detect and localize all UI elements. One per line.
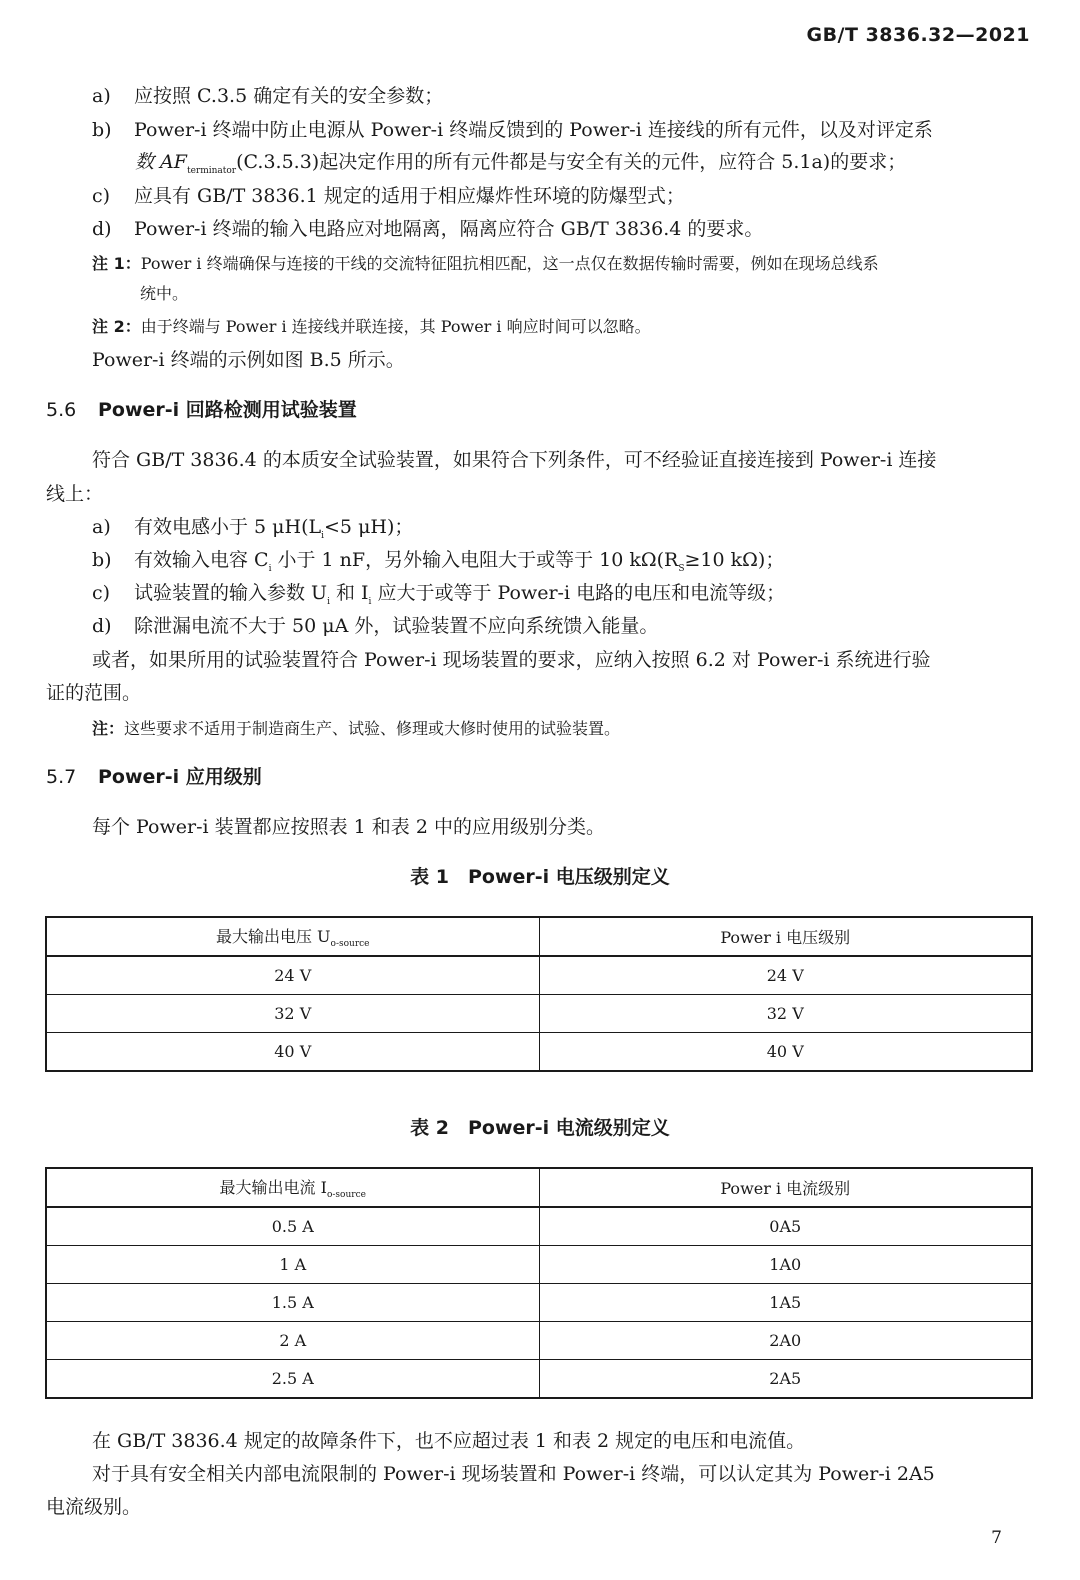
list-label: b)	[92, 119, 112, 141]
list-item-b	[92, 114, 933, 146]
table-row	[46, 1360, 1032, 1399]
table-cell: 1 A	[46, 1246, 539, 1284]
list-label: d)	[92, 615, 112, 637]
note-label: 注 1：	[92, 254, 141, 273]
list-text: 应按照 C.3.5 确定有关的安全参数；	[134, 85, 444, 107]
subscript: i	[268, 563, 272, 574]
list-label: c)	[92, 582, 111, 604]
condition-text: <5 μH)；	[324, 516, 414, 538]
subscript: S	[678, 563, 685, 574]
condition-text: 有效输入电容 C	[134, 549, 269, 571]
table-header-cell: Power i 电压级别	[539, 917, 1032, 956]
example-paragraph: Power-i 终端的示例如图 B.5 所示。	[92, 349, 405, 371]
table-cell: 32 V	[539, 995, 1032, 1033]
condition-text: 试验装置的输入参数 U	[134, 582, 328, 604]
table-cell: 1A0	[539, 1246, 1032, 1284]
note-label: 注：	[92, 719, 125, 738]
list-label: c)	[92, 185, 111, 207]
closing-paragraph-1: 在 GB/T 3836.4 规定的故障条件下，也不应超过表 1 和表 2 规定的电压和电流值。	[92, 1430, 806, 1452]
section-title: Power-i 应用级别	[98, 766, 262, 788]
condition-text: 和 I	[329, 582, 369, 604]
table-cell: 40 V	[46, 1033, 539, 1072]
table-header-row	[46, 1168, 1032, 1207]
list-item-a	[92, 80, 443, 112]
table-header-cell	[46, 917, 539, 956]
list-label: a)	[92, 516, 111, 538]
list-label: b)	[92, 549, 112, 571]
table-cell: 2A5	[539, 1360, 1032, 1399]
section-5-6-intro-continuation: 线上：	[46, 483, 104, 505]
closing-paragraph-2: 对于具有安全相关内部电流限制的 Power-i 现场装置和 Power-i 终端，可以认定其为 Power-i 2A5	[92, 1463, 935, 1485]
section-5-7-heading	[46, 761, 262, 793]
page-number: 7	[991, 1528, 1002, 1548]
condition-text: 有效电感小于 5 μH(L	[134, 516, 322, 538]
condition-text: 应大于或等于 Power-i 电路的电压和电流等级；	[371, 582, 786, 604]
condition-text: 除泄漏电流不大于 50 μA 外，试验装置不应向系统馈入能量。	[134, 615, 659, 637]
list-label: a)	[92, 85, 111, 107]
list-text: 应具有 GB/T 3836.1 规定的适用于相应爆炸性环境的防爆型式；	[134, 185, 685, 207]
list-text: Power-i 终端中防止电源从 Power-i 终端反馈到的 Power-i 连接线的所有元件，以及对评定系	[134, 119, 933, 141]
subscript: i	[321, 530, 325, 541]
section-5-6-note	[92, 714, 620, 744]
af-symbol: 数 AF	[135, 151, 187, 173]
alternative-paragraph-continuation: 证的范围。	[46, 682, 142, 704]
af-subscript: terminator	[186, 165, 237, 176]
table-cell: 1.5 A	[46, 1284, 539, 1322]
table-cell: 40 V	[539, 1033, 1032, 1072]
table-cell: 2A0	[539, 1322, 1032, 1360]
subscript: i	[327, 596, 330, 607]
section-5-6-intro: 符合 GB/T 3836.4 的本质安全试验装置，如果符合下列条件，可不经验证直接连接到 Power-i 连接	[92, 449, 937, 471]
table-cell: 1A5	[539, 1284, 1032, 1322]
table-cell: 2.5 A	[46, 1360, 539, 1399]
table-2-current-levels	[45, 1167, 1033, 1399]
note-2	[92, 312, 651, 342]
section-number: 5.7	[46, 766, 77, 788]
table-cell: 32 V	[46, 995, 539, 1033]
list-text: (C.3.5.3)起决定作用的所有元件都是与安全有关的元件，应符合 5.1a)的要求；	[236, 151, 907, 173]
table-cell: 0.5 A	[46, 1207, 539, 1246]
section-5-7-intro: 每个 Power-i 装置都应按照表 1 和表 2 中的应用级别分类。	[92, 816, 605, 838]
subscript: i	[368, 596, 372, 607]
table-1-caption: 表 1 Power-i 电压级别定义	[410, 866, 670, 888]
note-label: 注 2：	[92, 317, 141, 336]
table-1-voltage-levels	[45, 916, 1033, 1072]
table-row	[46, 1322, 1032, 1360]
header-text: 最大输出电流 I	[219, 1177, 327, 1197]
table-header-row	[46, 917, 1032, 956]
table-2-caption: 表 2 Power-i 电流级别定义	[410, 1117, 670, 1139]
table-cell: 24 V	[46, 956, 539, 995]
subscript: o-source	[330, 939, 370, 950]
condition-text: 小于 1 nF，另外输入电阻大于或等于 10 kΩ(R	[271, 549, 679, 571]
alternative-paragraph: 或者，如果所用的试验装置符合 Power-i 现场装置的要求，应纳入按照 6.2 对 Power-i 系统进行验	[92, 649, 931, 671]
condition-text: ≥10 kΩ)；	[684, 549, 785, 571]
table-row	[46, 1246, 1032, 1284]
table-row	[46, 1033, 1032, 1072]
table-row	[46, 956, 1032, 995]
header-text: 最大输出电压 U	[215, 926, 331, 946]
closing-paragraph-2-continuation: 电流级别。	[46, 1496, 142, 1518]
section-title: Power-i 回路检测用试验装置	[98, 399, 357, 421]
note-text: 这些要求不适用于制造商生产、试验、修理或大修时使用的试验装置。	[124, 719, 621, 738]
table-row	[46, 1207, 1032, 1246]
note-1	[92, 249, 879, 279]
list-label: d)	[92, 218, 112, 240]
note-text: 由于终端与 Power i 连接线并联连接，其 Power i 响应时间可以忽略。	[140, 317, 651, 336]
note-1-continuation: 统中。	[140, 284, 189, 303]
list-item-d	[92, 213, 763, 245]
section-number: 5.6	[46, 399, 77, 421]
condition-item-d	[92, 610, 658, 642]
subscript: o-source	[326, 1190, 366, 1201]
note-text: Power i 终端确保与连接的干线的交流特征阻抗相匹配，这一点仅在数据传输时需要，例如在现场总线系	[140, 254, 879, 273]
table-cell: 0A5	[539, 1207, 1032, 1246]
section-5-6-heading	[46, 394, 357, 426]
table-row	[46, 1284, 1032, 1322]
table-header-cell	[46, 1168, 539, 1207]
standard-code: GB/T 3836.32—2021	[806, 24, 1030, 46]
list-text: Power-i 终端的输入电路应对地隔离，隔离应符合 GB/T 3836.4 的要求。	[134, 218, 764, 240]
table-cell: 24 V	[539, 956, 1032, 995]
list-item-c	[92, 180, 685, 212]
table-cell: 2 A	[46, 1322, 539, 1360]
table-row	[46, 995, 1032, 1033]
table-header-cell: Power i 电流级别	[539, 1168, 1032, 1207]
